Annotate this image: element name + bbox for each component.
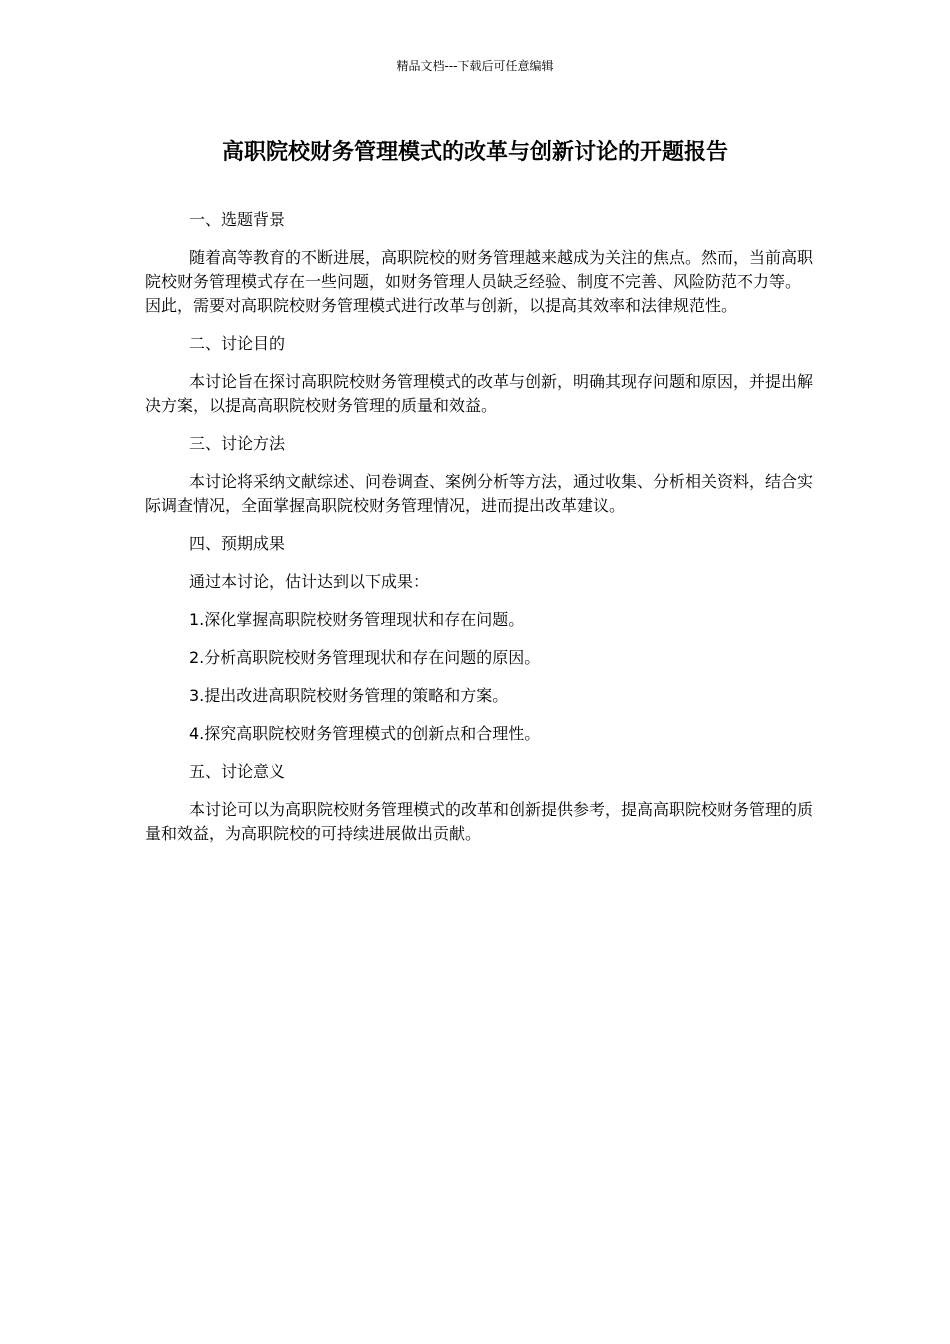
document-body	[145, 208, 815, 860]
list-item: 3.提出改进高职院校财务管理的策略和方案。	[189, 686, 509, 705]
section-heading-results: 四、预期成果	[189, 534, 286, 553]
section-paragraph-background: 随着高等教育的不断进展，高职院校的财务管理越来越成为关注的焦点。然而，当前高职院校财务管理模式存在一些问题，如财务管理人员缺乏经验、制度不完善、风险防范不力等。因此，需要对高职院校财务管理模式进行改革与创新，以提高其效率和法律规范性。	[145, 248, 814, 315]
header-note: 精品文档---下载后可任意编辑	[396, 59, 554, 73]
list-item: 4.探究高职院校财务管理模式的创新点和合理性。	[189, 724, 541, 743]
section-heading-method: 三、讨论方法	[189, 434, 286, 453]
section-intro-results: 通过本讨论，估计达到以下成果：	[189, 572, 430, 591]
list-item: 2.分析高职院校财务管理现状和存在问题的原因。	[189, 648, 541, 667]
section-paragraph-significance: 本讨论可以为高职院校财务管理模式的改革和创新提供参考，提高高职院校财务管理的质量和效益，为高职院校的可持续进展做出贡献。	[145, 800, 814, 843]
section-paragraph-method: 本讨论将采纳文献综述、问卷调查、案例分析等方法，通过收集、分析相关资料，结合实际调查情况，全面掌握高职院校财务管理情况，进而提出改革建议。	[145, 472, 814, 515]
section-paragraph-purpose: 本讨论旨在探讨高职院校财务管理模式的改革与创新，明确其现存问题和原因，并提出解决方案，以提高高职院校财务管理的质量和效益。	[145, 372, 814, 415]
section-heading-significance: 五、讨论意义	[189, 762, 286, 781]
section-heading-background: 一、选题背景	[189, 210, 286, 229]
section-heading-purpose: 二、讨论目的	[189, 334, 286, 353]
document-title: 高职院校财务管理模式的改革与创新讨论的开题报告	[221, 140, 728, 165]
list-item: 1.深化掌握高职院校财务管理现状和存在问题。	[189, 610, 525, 629]
